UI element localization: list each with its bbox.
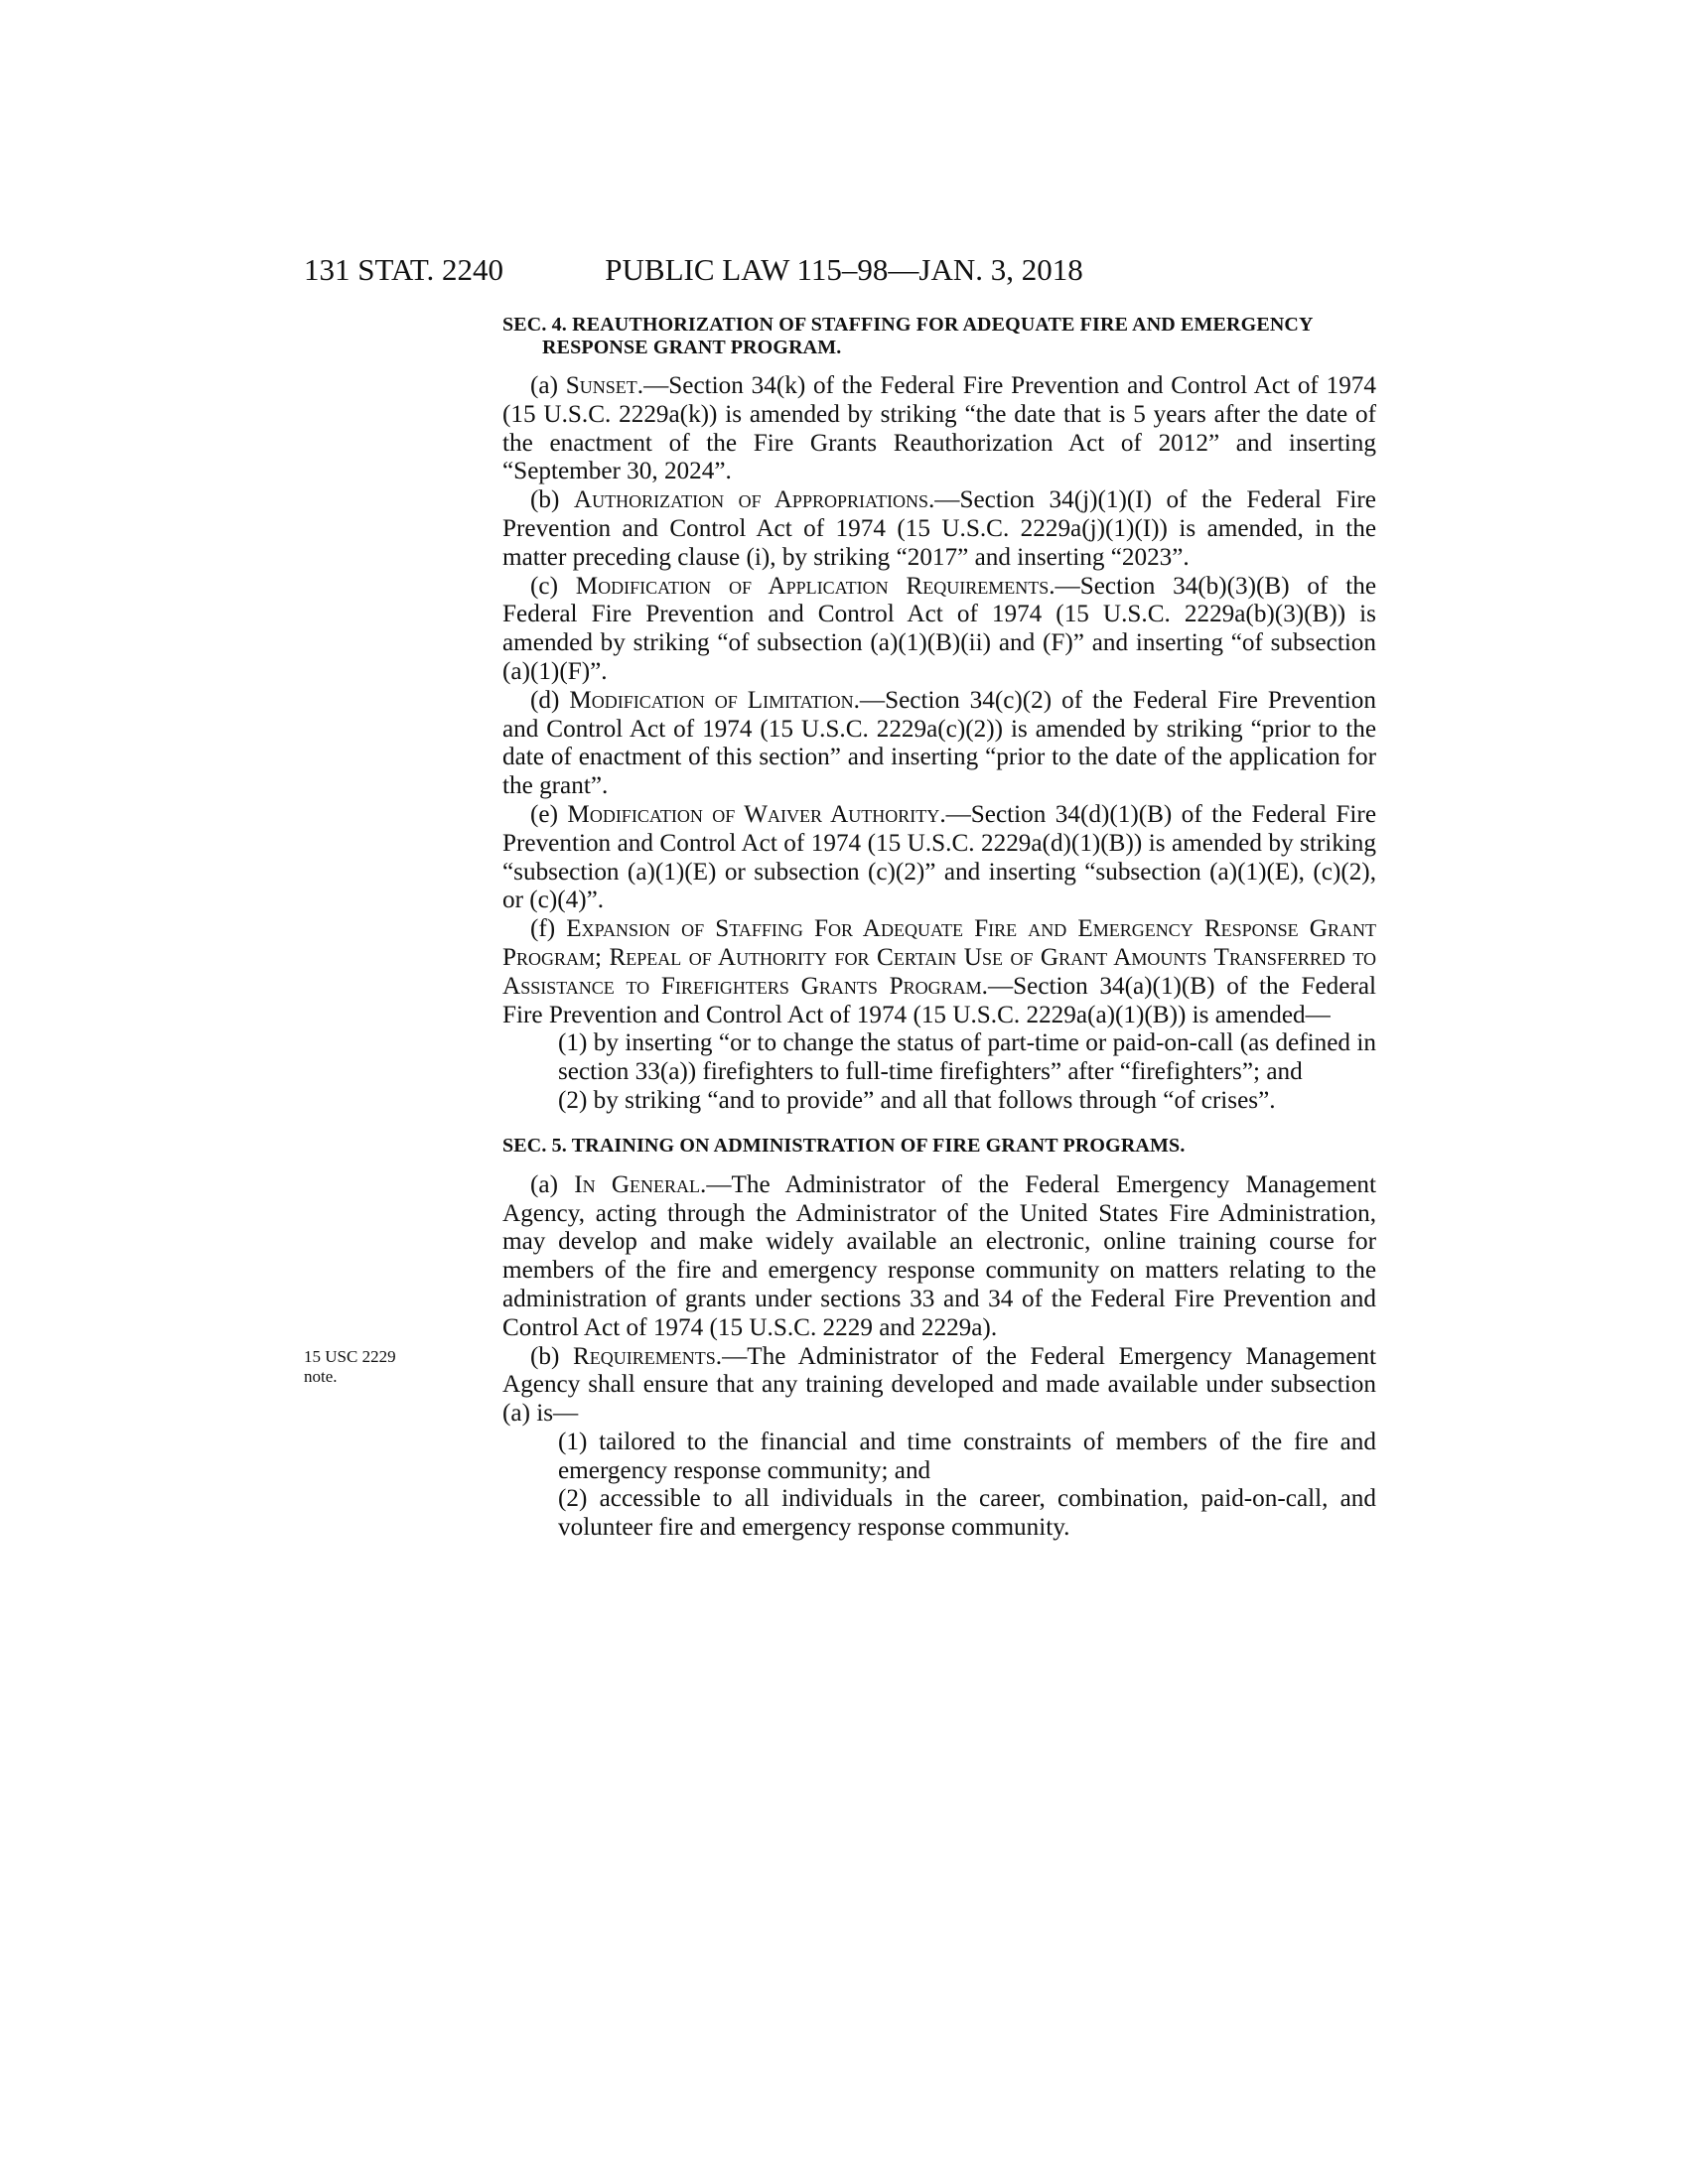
section-4-subsection-c [502, 573, 1376, 687]
subsection-title: Modification of Waiver Authority [567, 800, 940, 828]
section-5-b-paragraph-1: (1) tailored to the financial and time constraints of members of the fire and emergency response community; and [558, 1428, 1376, 1484]
subsection-text: .—The Administrator of the Federal Emergency Management Agency, acting through the Administrator of the United States Fire Administration, may develop and make widely available an electronic, online training course for members of the fire and emergency response community on matters relating to the administration of grants under sections 33 and 34 of the Federal Fire Prevention and Control Act of 1974 (15 U.S.C. 2229 and 2229a). [502, 1170, 1376, 1341]
subsection-title: In General [574, 1170, 701, 1198]
section-4-subsection-d [502, 687, 1376, 801]
subsection-title: Requirements [572, 1342, 716, 1370]
section-5-subsection-a [502, 1171, 1376, 1343]
subsection-text: .—Section 34(c)(2) of the Federal Fire Prevention and Control Act of 1974 (15 U.S.C. 2229a(c)(2)) is amended by striking “prior to the date of enactment of this section” and inserting “prior to the date of the application for the grant”. [502, 686, 1376, 800]
margin-note-suffix: note. [304, 1367, 338, 1386]
subsection-title: Expansion of Staffing For Adequate Fire and Emergency Response Grant Program; Repeal of Authority for Certain Use of Grant Amounts Transferred to Assistance to Firefighters Grants Program [502, 915, 1376, 1000]
section-5-b-paragraph-2: (2) accessible to all individuals in the career, combination, paid-on-call, and volunteer fire and emergency response community. [558, 1485, 1376, 1542]
statute-reference: 131 STAT. 2240 [304, 252, 504, 287]
subsection-text: .—Section 34(b)(3)(B) of the Federal Fire Prevention and Control Act of 1974 (15 U.S.C. 2229a(b)(3)(B)) is amended by striking “of subsection (a)(1)(B)(ii) and (F)” and inserting “of subsection (a)(1)(F)”. [502, 572, 1376, 685]
subsection-text: .—Section 34(j)(1)(I) of the Federal Fire Prevention and Control Act of 1974 (15 U.S.C. 2229a(j)(1)(I)) is amended, in the matter preceding clause (i), by striking “2017” and inserting “2023”. [502, 486, 1376, 571]
section-5-heading: SEC. 5. TRAINING ON ADMINISTRATION OF FIRE GRANT PROGRAMS. [502, 1134, 1186, 1157]
margin-note [304, 1347, 453, 1387]
subsection-label: (f) [530, 915, 567, 943]
running-head-title: PUBLIC LAW 115–98—JAN. 3, 2018 [605, 252, 1083, 287]
subsection-title: Authorization of Appropriations [573, 486, 928, 514]
subsection-text: .—Section 34(a)(1)(B) of the Federal Fire Prevention and Control Act of 1974 (15 U.S.C. 2229a(a)(1)(B)) is amended— [502, 972, 1377, 1028]
section-4-subsection-e [502, 801, 1376, 915]
section-4-subsection-f [502, 915, 1376, 1029]
text-column [502, 314, 1376, 1543]
subsection-title: Modification of Limitation [569, 686, 854, 714]
section-4-f-paragraph-2: (2) by striking “and to provide” and all that follows through “of crises”. [558, 1086, 1276, 1114]
section-5-subsection-b [502, 1343, 1376, 1429]
subsection-label: (b) [530, 486, 574, 514]
subsection-label: (c) [530, 572, 576, 600]
subsection-label: (a) [530, 372, 566, 399]
section-4-heading: SEC. 4. REAUTHORIZATION OF STAFFING FOR ADEQUATE FIRE AND EMERGENCY RESPONSE GRANT PROGRAM. [502, 314, 1313, 358]
subsection-label: (a) [530, 1170, 575, 1198]
subsection-text: .—Section 34(k) of the Federal Fire Prevention and Control Act of 1974 (15 U.S.C. 2229a(k)) is amended by striking “the date that is 5 years after the date of the enactment of the Fire Grants Reauthorization Act of 2012” and inserting “September 30, 2024”. [502, 372, 1376, 485]
subsection-text: .—The Administrator of the Federal Emergency Management Agency shall ensure that any training developed and made available under subsection (a) is— [502, 1342, 1376, 1428]
section-4-f-paragraph-1: (1) by inserting “or to change the status of part-time or paid-on-call (as defined in section 33(a)) firefighters to full-time firefighters” after “firefighters”; and [558, 1029, 1376, 1086]
subsection-title: Sunset [565, 372, 637, 399]
margin-note-citation: 15 USC 2229 [304, 1347, 396, 1366]
section-4-subsection-a [502, 372, 1376, 486]
subsection-label: (d) [530, 686, 570, 714]
subsection-text: .—Section 34(d)(1)(B) of the Federal Fire Prevention and Control Act of 1974 (15 U.S.C. 2229a(d)(1)(B)) is amended by striking “subsection (a)(1)(E) or subsection (c)(2)” and inserting “subsection (a)(1)(E), (c)(2), or (c)(4)”. [502, 800, 1376, 914]
subsection-label: (e) [530, 800, 568, 828]
page-header [0, 250, 1688, 294]
section-4-subsection-b [502, 486, 1376, 572]
subsection-title: Modification of Application Requirements [575, 572, 1050, 600]
subsection-label: (b) [530, 1342, 573, 1370]
